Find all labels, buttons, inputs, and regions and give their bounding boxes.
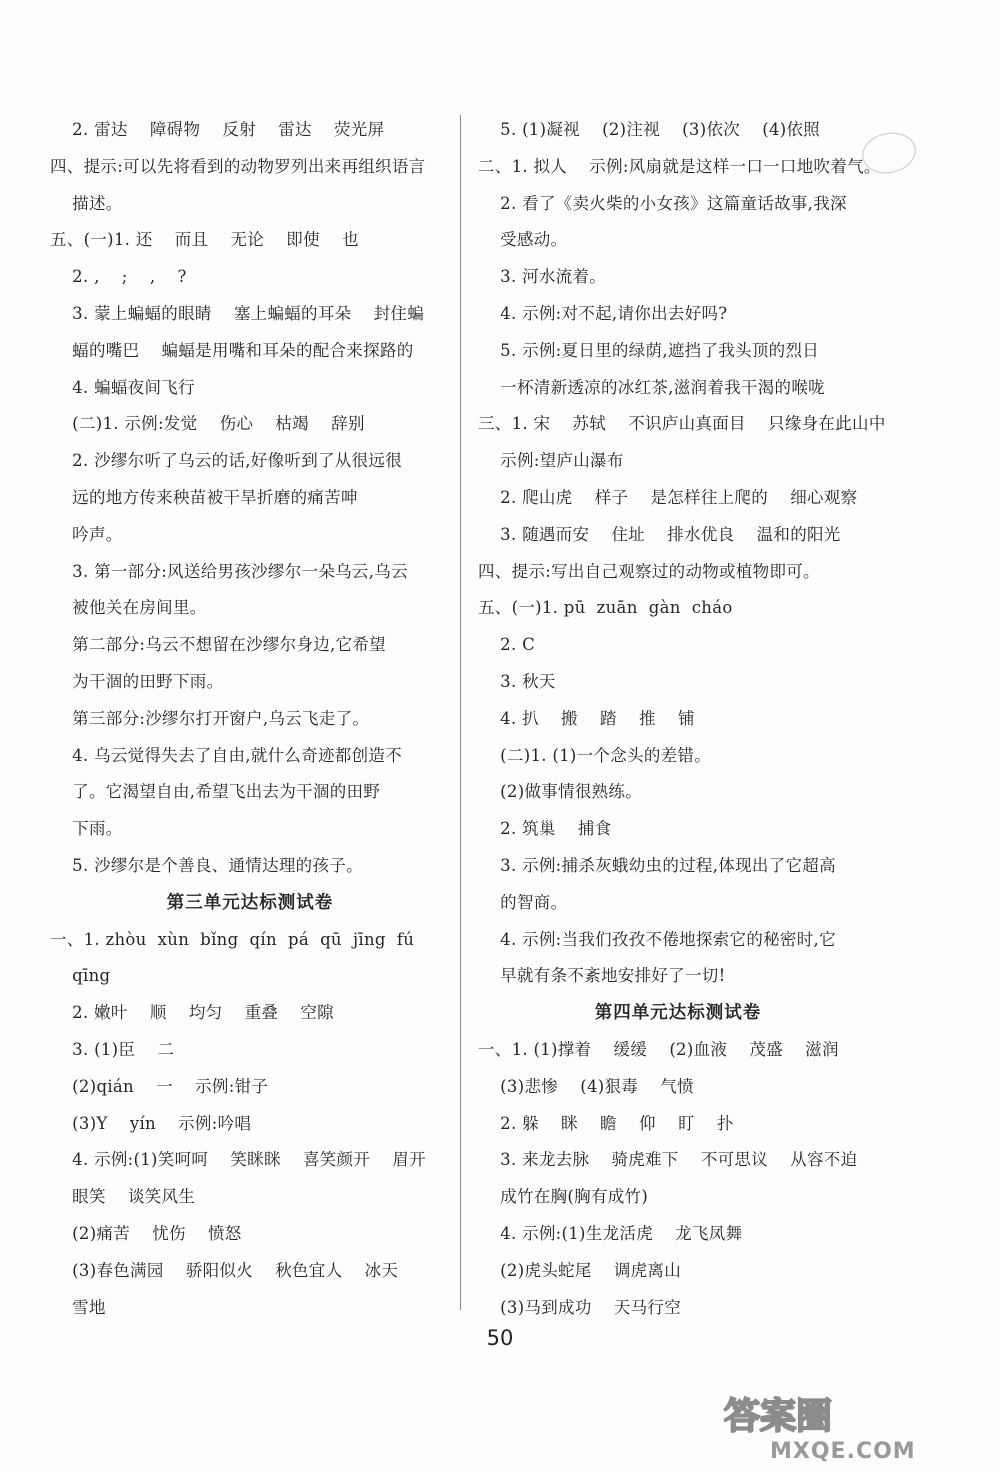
answer-line: (3)春色满园 骄阳似火 秋色宜人 冰天	[50, 1260, 399, 1280]
answer-line: 2. 沙缪尔听了乌云的话,好像听到了从很远很	[50, 451, 403, 471]
answer-line: 远的地方传来秧苗被干旱折磨的痛苦呻	[50, 487, 358, 507]
answer-line: 示例:望庐山瀑布	[478, 451, 624, 471]
answer-line: 三、1. 宋 苏轼 不识庐山真面目 只缘身在此山中	[478, 414, 886, 434]
section-heading: 第四单元达标测试卷	[594, 1003, 762, 1024]
answer-line: 第三部分:沙缪尔打开窗户,乌云飞走了。	[50, 708, 370, 728]
answer-line: (3)Y yín 示例:吟唱	[50, 1113, 252, 1133]
answer-line: 五、(一)1. 还 而且 无论 即使 也	[50, 230, 359, 250]
answer-line: 吟声。	[50, 524, 123, 544]
answer-line: 蝠的嘴巴 蝙蝠是用嘴和耳朵的配合来探路的	[50, 340, 414, 360]
answer-line: 2. 爬山虎 样子 是怎样往上爬的 细心观察	[478, 487, 858, 507]
answer-line: 3. 蒙上蝙蝠的眼睛 塞上蝙蝠的耳朵 封住蝙	[50, 303, 425, 323]
left-column	[50, 112, 450, 1326]
answer-line: 四、提示:可以先将看到的动物罗列出来再组织语言	[50, 156, 426, 176]
answer-line: 受感动。	[478, 230, 568, 250]
section-heading: 第三单元达标测试卷	[166, 892, 334, 913]
answer-line: 被他关在房间里。	[50, 598, 207, 618]
answer-line: 一、1. zhòu xùn bǐng qín pá qū jīng fú	[50, 929, 415, 949]
answer-line: (2)做事情很熟练。	[478, 782, 643, 802]
answer-line: 4. 示例:(1)生龙活虎 龙飞凤舞	[478, 1223, 743, 1243]
answer-line: (二)1. (1)一个念头的差错。	[478, 745, 712, 765]
answer-line: (2)痛苦 忧伤 愤怒	[50, 1223, 242, 1243]
answer-line: 四、提示:写出自己观察过的动物或植物即可。	[478, 561, 820, 581]
answer-line: 二、1. 拟人 示例:风扇就是这样一口一口地吹着气。	[478, 156, 881, 176]
watermark-logo	[710, 1388, 980, 1464]
watermark-url: MXQE.COM	[770, 1439, 916, 1464]
answer-line: 5. (1)凝视 (2)注视 (3)依次 (4)依照	[478, 120, 821, 139]
answer-line: 5. 示例:夏日里的绿荫,遮挡了我头顶的烈日	[478, 340, 820, 360]
answer-line: 雪地	[50, 1297, 106, 1317]
answer-line: 3. 河水流着。	[478, 267, 607, 287]
answer-line: 3. 秋天	[478, 671, 556, 691]
answer-line: 一、1. (1)撑着 缓缓 (2)血液 茂盛 滋润	[478, 1039, 839, 1059]
answer-line: 为干涸的田野下雨。	[50, 671, 224, 691]
answer-line: qīng	[50, 966, 111, 986]
answer-line: 下雨。	[50, 819, 123, 839]
page-number: 50	[486, 1326, 514, 1350]
answer-line: 4. 蝙蝠夜间飞行	[50, 377, 195, 397]
answer-line: 2. 雷达 障碍物 反射 雷达 荧光屏	[50, 120, 385, 139]
answer-line: 2. 筑巢 捕食	[478, 819, 612, 839]
answer-line: 成竹在胸(胸有成竹)	[478, 1187, 649, 1207]
answer-line: 描述。	[50, 193, 123, 213]
answer-line: 3. 第一部分:风送给男孩沙缪尔一朵乌云,乌云	[50, 561, 408, 581]
answer-line: 2. 躲 眯 瞻 仰 盯 扑	[478, 1113, 734, 1133]
answer-line: 4. 示例:当我们孜孜不倦地探索它的秘密时,它	[478, 929, 836, 949]
answer-line: 第二部分:乌云不想留在沙缪尔身边,它希望	[50, 635, 386, 655]
column-divider	[460, 115, 461, 1310]
answer-line: 早就有条不紊地安排好了一切!	[478, 966, 726, 986]
answer-line: 一杯清新透凉的冰红茶,滋润着我干渴的喉咙	[478, 377, 825, 397]
answer-line: 2. , ; , ?	[50, 267, 187, 287]
answer-line: 4. 乌云觉得失去了自由,就什么奇迹都创造不	[50, 745, 403, 765]
answer-line: 4. 示例:对不起,请你出去好吗?	[478, 303, 728, 323]
answer-line: 2. 看了《卖火柴的小女孩》这篇童话故事,我深	[478, 193, 847, 213]
answer-line: (3)悲惨 (4)狠毒 气愤	[478, 1076, 694, 1096]
answer-line: 3. 示例:捕杀灰蛾幼虫的过程,体现出了它超高	[478, 855, 836, 875]
answer-line: 2. 嫩叶 顺 均匀 重叠 空隙	[50, 1003, 334, 1023]
answer-line: (2)虎头蛇尾 调虎离山	[478, 1260, 682, 1280]
answer-line: 五、(一)1. pū zuān gàn cháo	[478, 598, 733, 618]
answer-line: 3. 随遇而安 住址 排水优良 温和的阳光	[478, 524, 841, 544]
answer-line: 5. 沙缪尔是个善良、通情达理的孩子。	[50, 855, 363, 875]
answer-line: 3. (1)臣 二	[50, 1039, 175, 1059]
answer-line: 2. C	[478, 635, 535, 655]
answer-line: 了。它渴望自由,希望飞出去为干涸的田野	[50, 782, 381, 802]
watermark-logo-text: 答案圈	[724, 1396, 833, 1437]
answer-line: 眼笑 谈笑风生	[50, 1187, 196, 1207]
right-column	[478, 112, 886, 1326]
answer-line: 4. 扒 搬 踏 推 铺	[478, 708, 695, 728]
answer-line: (2)qián 一 示例:钳子	[50, 1076, 269, 1096]
answer-line: (二)1. 示例:发觉 伤心 枯竭 辞别	[50, 414, 365, 434]
answer-line: 4. 示例:(1)笑呵呵 笑眯眯 喜笑颜开 眉开	[50, 1150, 426, 1170]
answer-line: 的智商。	[478, 892, 568, 912]
answer-line: (3)马到成功 天马行空	[478, 1297, 682, 1317]
answer-line: 3. 来龙去脉 骑虎难下 不可思议 从容不迫	[478, 1150, 858, 1170]
